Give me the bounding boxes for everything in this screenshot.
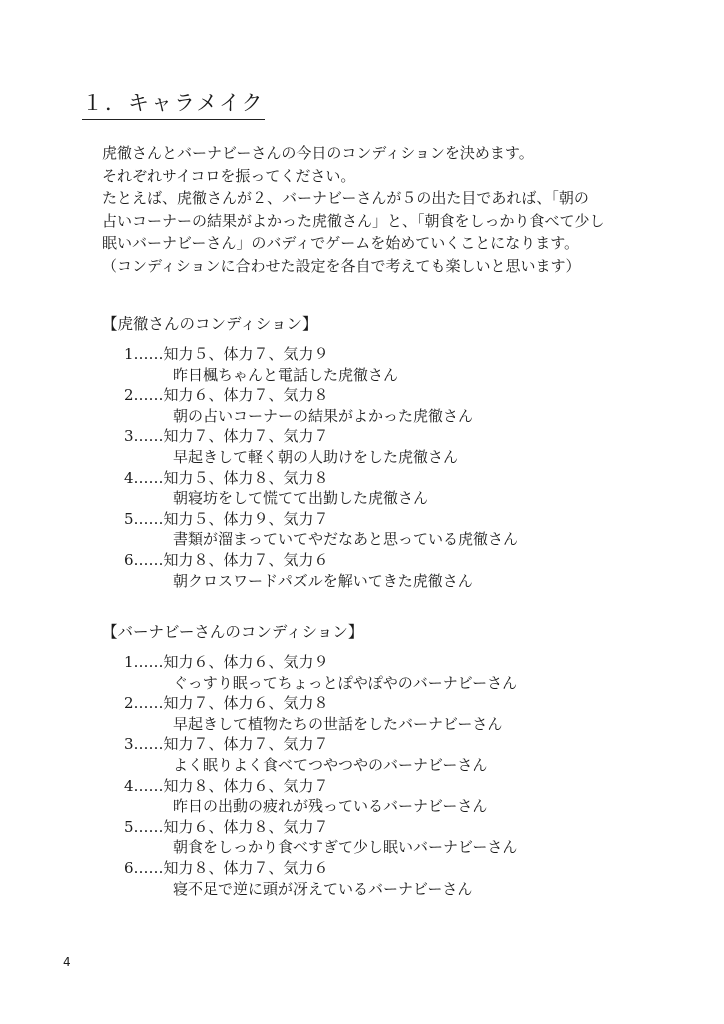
- condition-entry: [124, 426, 684, 467]
- condition-description: 朝クロスワードパズルを解いてきた虎徹さん: [173, 571, 473, 590]
- condition-description: 朝食をしっかり食べすぎて少し眠いバーナビーさん: [173, 838, 518, 857]
- condition-stats: 2……知力７、体力６、気力８: [124, 694, 329, 713]
- condition-stats: 6……知力８、体力７、気力６: [124, 550, 329, 569]
- condition-entry: [124, 817, 684, 858]
- intro-line: 眠いバーナビーさん」のバディでゲームを始めていくことになります。: [102, 234, 580, 252]
- condition-stats: 5……知力６、体力８、気力７: [124, 817, 329, 836]
- condition-description: 昨日の出動の疲れが残っているバーナビーさん: [173, 797, 488, 816]
- condition-stats: 2……知力６、体力７、気力８: [124, 386, 329, 405]
- condition-stats: 1……知力６、体力６、気力９: [124, 653, 329, 671]
- condition-stats: 4……知力８、体力６、気力７: [124, 776, 329, 795]
- condition-stats: 4……知力５、体力８、気力８: [124, 468, 329, 487]
- kotetsu-section-title: 【虎徹さんのコンディション】: [102, 315, 318, 333]
- condition-description: 早起きして植物たちの世話をしたバーナビーさん: [173, 714, 503, 733]
- condition-entry: [124, 468, 684, 509]
- condition-entry: [124, 509, 684, 550]
- intro-paragraph: [102, 142, 702, 277]
- condition-entry: [124, 693, 684, 734]
- condition-entry: [124, 652, 684, 693]
- page-heading: １．キャラメイク: [82, 88, 265, 120]
- condition-description: 昨日楓ちゃんと電話した虎徹さん: [173, 365, 399, 384]
- condition-description: 朝寝坊をして慌てて出勤した虎徹さん: [173, 489, 429, 508]
- intro-line: 虎徹さんとバーナビーさんの今日のコンディションを決めます。: [102, 144, 534, 162]
- intro-line: それぞれサイコロを振ってください。: [102, 166, 356, 185]
- condition-stats: 5……知力５、体力９、気力７: [124, 509, 329, 528]
- condition-description: 朝の占いコーナーの結果がよかった虎徹さん: [173, 406, 474, 425]
- page-number: 4: [63, 955, 71, 969]
- condition-description: ぐっすり眠ってちょっとぽやぽやのバーナビーさん: [173, 673, 518, 692]
- condition-description: 寝不足で逆に頭が冴えているバーナビーさん: [173, 879, 473, 898]
- intro-line: たとえば、虎徹さんが２、バーナビーさんが５の出た目であれば、「朝の: [102, 189, 589, 207]
- condition-description: 書類が溜まっていてやだなあと思っている虎徹さん: [173, 530, 519, 549]
- condition-entry: [124, 734, 684, 775]
- condition-description: よく眠りよく食べてつやつやのバーナビーさん: [173, 755, 488, 774]
- barnaby-condition-list: [124, 652, 684, 899]
- condition-entry: [124, 776, 684, 817]
- condition-entry: [124, 858, 684, 899]
- intro-line: （コンディションに合わせた設定を各自で考えても楽しいと思います）: [102, 256, 581, 275]
- condition-entry: [124, 550, 684, 591]
- barnaby-section-title: 【バーナビーさんのコンディション】: [102, 623, 364, 641]
- condition-stats: 3……知力７、体力７、気力７: [124, 735, 329, 754]
- condition-stats: 3……知力７、体力７、気力７: [124, 427, 329, 446]
- condition-stats: 6……知力８、体力７、気力６: [124, 858, 329, 877]
- kotetsu-condition-list: [124, 344, 684, 591]
- condition-stats: 1……知力５、体力７、気力９: [124, 345, 329, 363]
- condition-entry: [124, 344, 684, 385]
- intro-line: 占いコーナーの結果がよかった虎徹さん」と、「朝食をしっかり食べて少し: [102, 211, 605, 230]
- condition-entry: [124, 385, 684, 426]
- condition-description: 早起きして軽く朝の人助けをした虎徹さん: [173, 447, 459, 466]
